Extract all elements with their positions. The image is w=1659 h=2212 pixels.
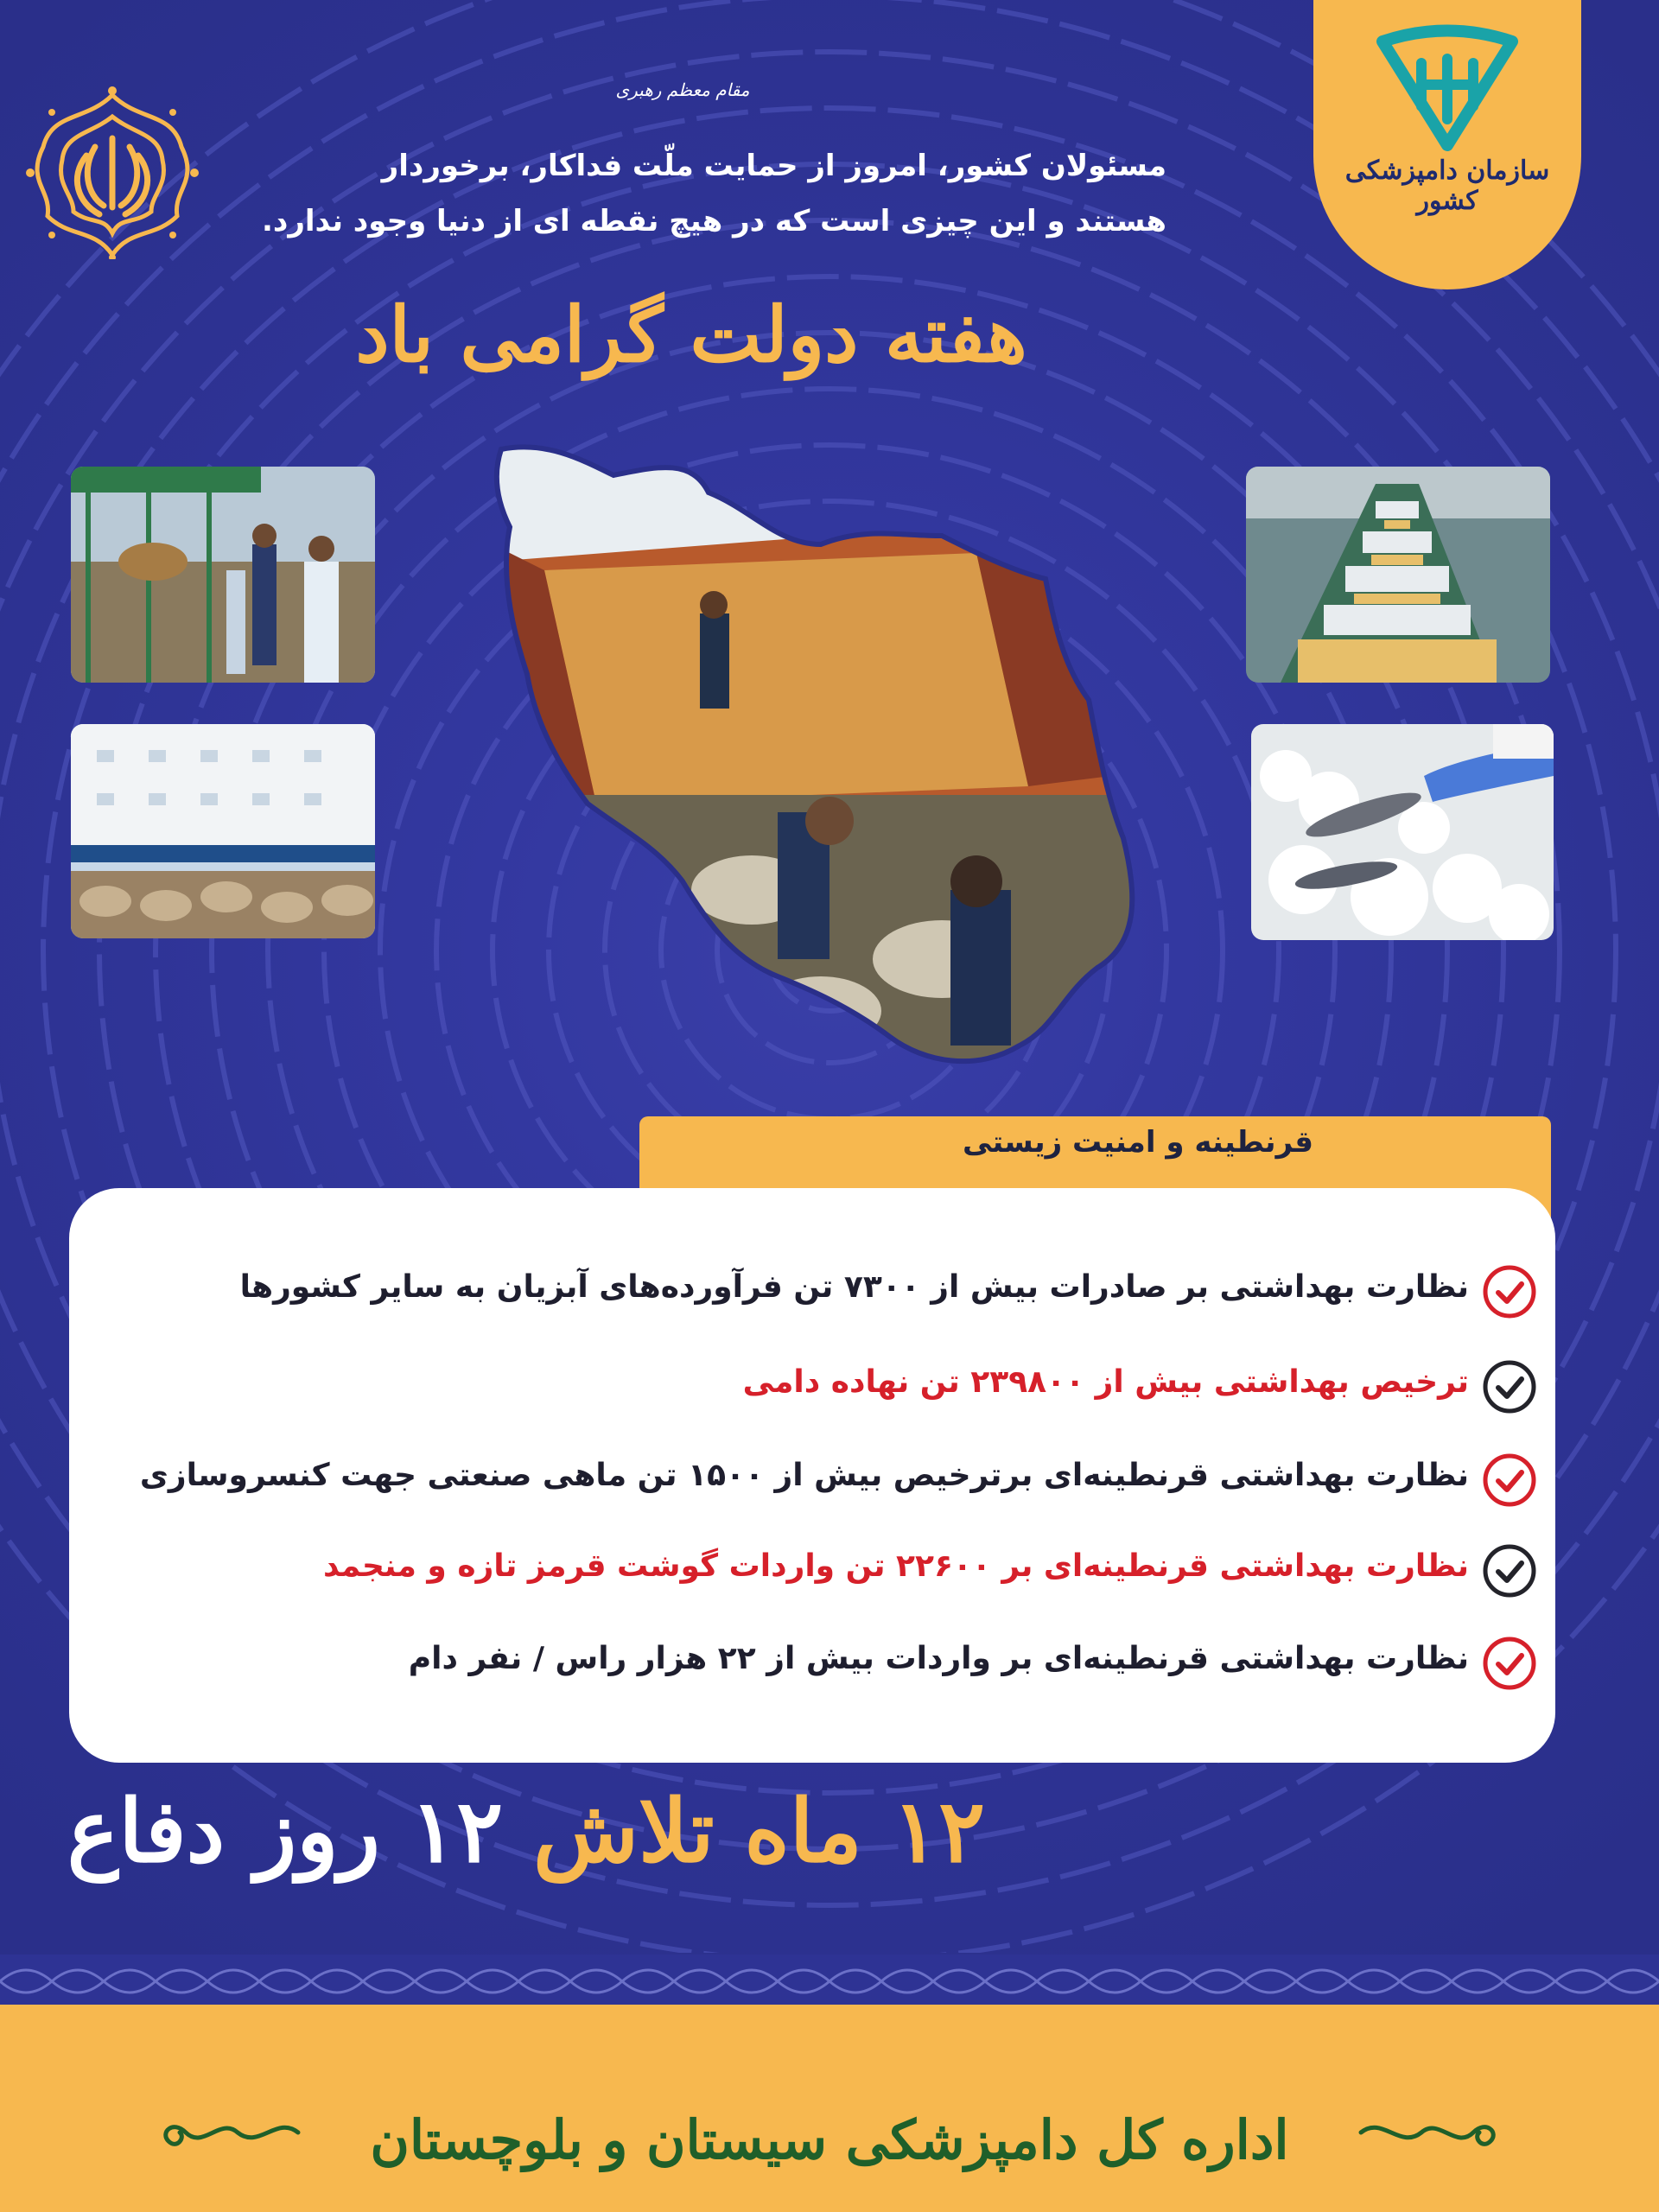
footer-office-name: اداره کل دامپزشکی سیستان و بلوچستان [370,2108,1289,2171]
slogan-part-2: ۱۲ روز دفاع [67,1780,504,1882]
slogan-part-1: ۱۲ ماه تلاش [532,1780,985,1882]
quote-line-2: هستند و این چیزی است که در هیچ نقطه ای از دنیا وجود ندارد. [261,204,1166,238]
red-check-icon [1481,1635,1538,1692]
list-item-text: نظارت بهداشتی بر صادرات بیش از ۷۳۰۰ تن فرآورده‌های آبزیان به سایر کشورها [239,1269,1469,1305]
list-item-text: نظارت بهداشتی قرنطینه‌ای بر ۲۲۶۰۰ تن واردات گوشت قرمز تازه و منجمد [323,1548,1469,1584]
section-title: قرنطینه و امنیت زیستی [963,1125,1313,1160]
photo-livestock-ship [71,724,375,938]
quote-attribution: مقام معظم رهبری [615,79,750,100]
list-item-text: ترخیص بهداشتی بیش از ۲۳۹۸۰۰ تن نهاده دامی [742,1364,1469,1400]
dark-check-icon [1481,1358,1538,1415]
iran-map-photo-collage [493,441,1166,1080]
dark-check-icon [1481,1542,1538,1599]
left-ornament-icon [156,2107,302,2158]
list-item [121,1348,1538,1417]
list-item-text: نظارت بهداشتی قرنطینه‌ای بر واردات بیش از ۲۲ هزار راس / نفر دام [408,1641,1469,1676]
leader-quote [173,138,1166,249]
photo-camel-inspection [71,467,375,683]
quote-line-1: مسئولان کشور، امروز از حمایت ملّت فداکار، برخوردار [381,149,1166,183]
logo-caption: سازمان دامپزشکی کشور [1344,156,1550,216]
list-item-text: نظارت بهداشتی قرنطینه‌ای برترخیص بیش از ۱۵۰۰ تن ماهی صنعتی جهت کنسروسازی [139,1458,1469,1493]
list-item [121,1624,1538,1694]
headline: هفته دولت گرامی باد [355,289,1027,379]
red-check-icon [1481,1263,1538,1320]
ornament-border [0,1955,1659,2008]
list-item [121,1441,1538,1510]
veterinary-organization-logo-icon [1374,24,1521,154]
photo-fish-on-ice [1251,724,1554,940]
list-item [121,1532,1538,1601]
slogan [69,1780,985,1936]
organization-logo-tab [1313,0,1581,289]
list-item [121,1253,1538,1322]
achievements-card [69,1188,1555,1763]
red-check-icon [1481,1452,1538,1509]
right-ornament-icon [1357,2107,1503,2158]
photo-cargo-ship [1246,467,1550,683]
